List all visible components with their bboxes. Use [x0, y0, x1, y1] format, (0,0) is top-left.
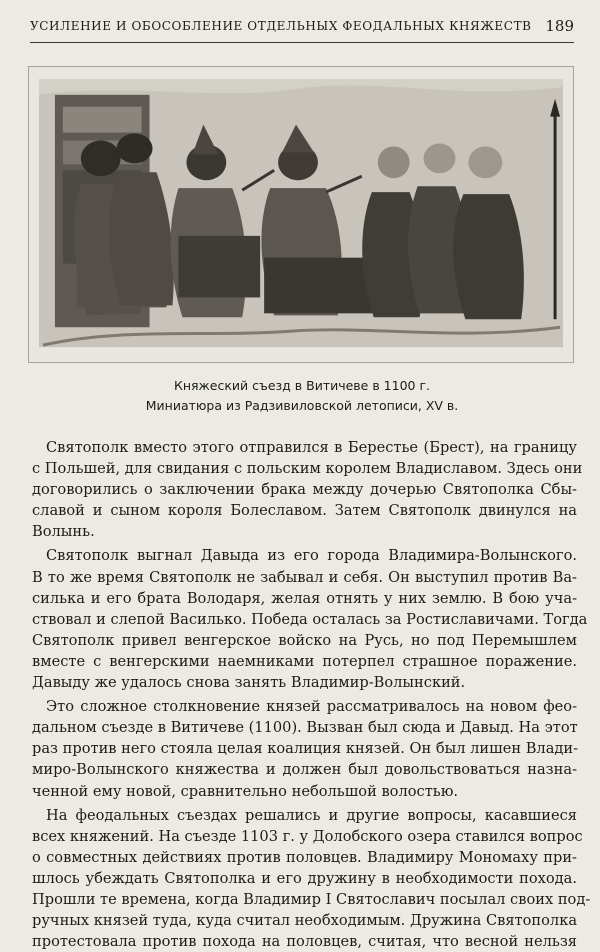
text-line: На феодальных съездах решались и другие вопросы, касавшиеся [46, 806, 577, 824]
text-line: раз против него стояла целая коалиция князей. Он был лишен Влади- [32, 740, 579, 758]
text-line: славой и сыном короля Болеславом. Затем Святополк двинулся на [32, 502, 577, 520]
text-line: ченной ему новой, сравнительно небольшой волостью. [32, 782, 459, 800]
text-line: ручных князей туда, куда считал необходимым. Дружина Святополка [32, 912, 578, 930]
text-line: с Польшей, для свидания с польским королем Владиславом. Здесь они [32, 460, 583, 478]
text-line: Давыду же удалось снова занять Владимир-Волынский. [32, 674, 466, 692]
text-line: ствовал и слепой Василько. Победа осталась за Ростиславичами. Тогда [32, 610, 588, 628]
text-line: договорились о заключении брака между дочерью Святополка Сбы- [32, 481, 577, 499]
text-line: шлось убеждать Святополка и его дружину в необходимости похода. [32, 869, 577, 887]
text-line: миро-Волынского княжества и должен был довольствоваться назна- [32, 761, 577, 779]
miniature-illustration [28, 66, 574, 363]
text-line: Святополк вместо этого отправился в Берестье (Брест), на границу [46, 439, 577, 456]
paragraph-4 [32, 805, 591, 952]
running-header-title: УСИЛЕНИЕ И ОБОСОБЛЕНИЕ ОТДЕЛЬНЫХ ФЕОДАЛЬНЫХ КНЯЖЕСТВ [30, 19, 532, 33]
text-line: дальном съезде в Витичеве (1100). Вызван был сюда и Давыд. На этот [32, 719, 578, 737]
text-line: о совместных действиях против половцев. Владимиру Мономаху при- [32, 848, 577, 866]
page-number: 189 [545, 17, 574, 35]
text-line: Волынь. [32, 523, 95, 541]
text-line: протестовала против похода на половцев, считая, что весной нельзя [32, 933, 577, 951]
text-line: всех княжений. На съезде 1103 г. у Долобского озера ставился вопрос [32, 827, 583, 845]
text-line: Святополк привел венгерское войско на Русь, но под Перемышлем [32, 631, 577, 649]
running-header [30, 16, 574, 43]
text-line: Это сложное столкновение князей рассматривалось на новом фео- [46, 698, 577, 716]
caption-line: Княжеский съезд в Витичеве в 1100 г. [173, 378, 431, 393]
text-line: вместе с венгерскими наемниками потерпел страшное поражение. [32, 652, 577, 670]
figure-caption [30, 376, 574, 416]
text-line: В то же время Святополк не забывал и себя. Он выступил против Ва- [32, 568, 577, 586]
text-line: Святополк выгнал Давыда из его города Владимира-Волынского. [46, 547, 577, 565]
paragraph-1 [32, 437, 583, 542]
text-line: Прошли те времена, когда Владимир I Святославич посылал своих под- [32, 890, 591, 908]
paragraph-3 [32, 696, 577, 801]
text-line: силька и его брата Володаря, желая отнять у них землю. В бою уча- [32, 589, 577, 607]
body-text [32, 437, 591, 952]
caption-line: Миниатюра из Радзивиловской летописи, XV в. [145, 398, 459, 413]
paragraph-2 [32, 545, 588, 693]
